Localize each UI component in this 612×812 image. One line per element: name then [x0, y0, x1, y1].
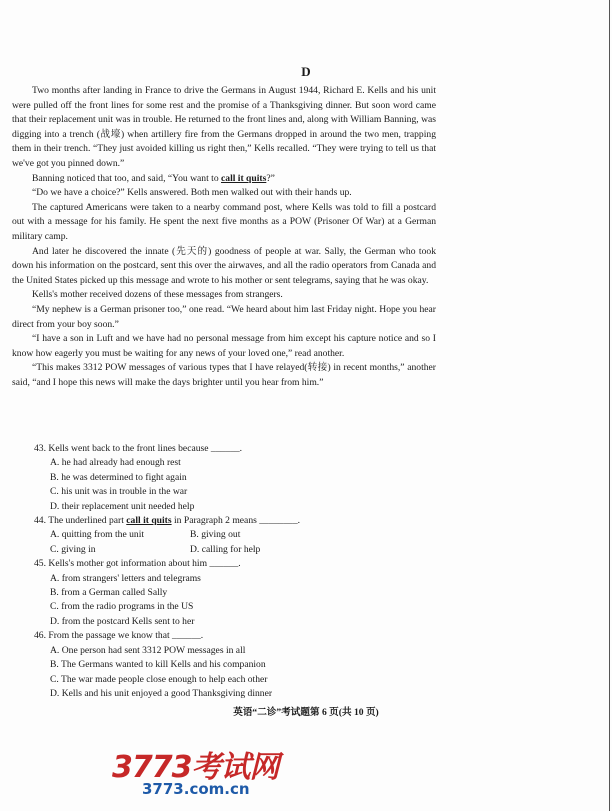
question-43	[34, 442, 434, 514]
option-b: B. from a German called Sally	[50, 587, 168, 599]
option-b: B. he was determined to fight again	[50, 471, 187, 483]
option-b: B. giving out	[190, 529, 241, 541]
paragraph-2-text-before: Banning noticed that too, and said, “You want to	[32, 172, 222, 184]
option-a: A. One person had sent 3312 POW messages in all	[50, 644, 246, 656]
option-a: A. quitting from the unit	[50, 529, 145, 541]
watermark-brand: 3773考试网	[112, 750, 279, 785]
option-c: C. The war made people close enough to help each other	[50, 673, 268, 685]
passage-paragraph-3: “Do we have a choice?” Kells answered. Both men walked out with their hands up.	[32, 187, 352, 199]
option-c: C. from the radio programs in the US	[50, 601, 194, 613]
passage-paragraph-4: The captured Americans were taken to a nearby command post, where Kells was told to fill a postcard out with a message for his family. He spent the next five months as a POW (Prisoner Of War) at a German military camp.	[12, 201, 436, 242]
passage-paragraph-8: “I have a son in Luft and we have had no personal message from him except his capture notice and so I know how eagerly you must be waiting for any news of your loved one,” read another.	[12, 333, 436, 359]
passage-paragraph-2	[12, 172, 436, 187]
passage-paragraph-9: “This makes 3312 POW messages of various types that I have relayed(转接) in recent months,” another said, “and I hope this news will make the days brighter until you hear from him.”	[12, 362, 436, 388]
passage-paragraph-5: And later he discovered the innate (先天的) goodness of people at war. Sally, the German who took down his information on the postcard, sent this over the airwaves, and all the radio operators from Canada and the United States picked up this message and wrote to his mother or sent telegrams, saying that he was okay.	[12, 245, 436, 286]
page-footer: 英语“二诊”考试题第 6 页(共 10 页)	[233, 707, 379, 718]
question-stem	[34, 514, 434, 528]
option-row	[50, 528, 434, 542]
passage-paragraph-1: Two months after landing in France to drive the Germans in August 1944, Richard E. Kells and his unit were pulled off the front lines for some rest and the promise of a Thanksgiving dinner. But soon word came that their replacement unit was in trouble. He returned to the front lines and, along with William Banning, was digging into a trench (战壕) when artillery fire from the Germans dropped in around the two men, trapping them in their trench. “They just avoided killing us right then,” Kells recalled. “They were trying to tell us that we've got you pinned down.”	[12, 85, 436, 169]
option-c: C. giving in	[50, 543, 96, 555]
reading-passage	[12, 84, 436, 390]
option-d: D. their replacement unit needed help	[50, 500, 195, 512]
question-46	[34, 629, 434, 701]
option-c: C. his unit was in trouble in the war	[50, 486, 188, 498]
option-row	[50, 543, 434, 557]
question-stem: 46. From the passage we know that ______.	[34, 630, 204, 642]
stem-text-after: in Paragraph 2 means ________.	[171, 515, 301, 527]
question-stem: 43. Kells went back to the front lines because ______.	[34, 443, 243, 454]
watermark-logo	[112, 742, 292, 812]
option-d: D. from the postcard Kells sent to her	[50, 615, 195, 627]
option-a: A. he had already had enough rest	[50, 457, 181, 469]
watermark-url: 3773.com.cn	[142, 780, 250, 798]
passage-paragraph-7: “My nephew is a German prisoner too,” one read. “We heard about him last Friday night. Hope you hear direct from your boy soon.”	[12, 303, 436, 330]
option-a: A. from strangers' letters and telegrams	[50, 572, 201, 584]
page-edge-line	[609, 0, 610, 811]
question-stem: 45. Kells's mother got information about him ______.	[34, 558, 241, 570]
option-d: D. Kells and his unit enjoyed a good Thanksgiving dinner	[50, 687, 273, 699]
question-45	[34, 557, 434, 629]
stem-text-before: 44. The underlined part	[34, 515, 127, 527]
question-44	[34, 514, 434, 557]
underlined-phrase: call it quits	[221, 172, 267, 184]
stem-underlined-phrase: call it quits	[126, 515, 172, 527]
option-b: B. The Germans wanted to kill Kells and his companion	[50, 659, 266, 671]
passage-paragraph-6: Kells's mother received dozens of these messages from strangers.	[32, 289, 283, 301]
section-title: D	[301, 64, 311, 79]
question-list	[34, 442, 434, 701]
option-d: D. calling for help	[190, 543, 261, 555]
paragraph-2-text-after: ?”	[266, 172, 275, 184]
